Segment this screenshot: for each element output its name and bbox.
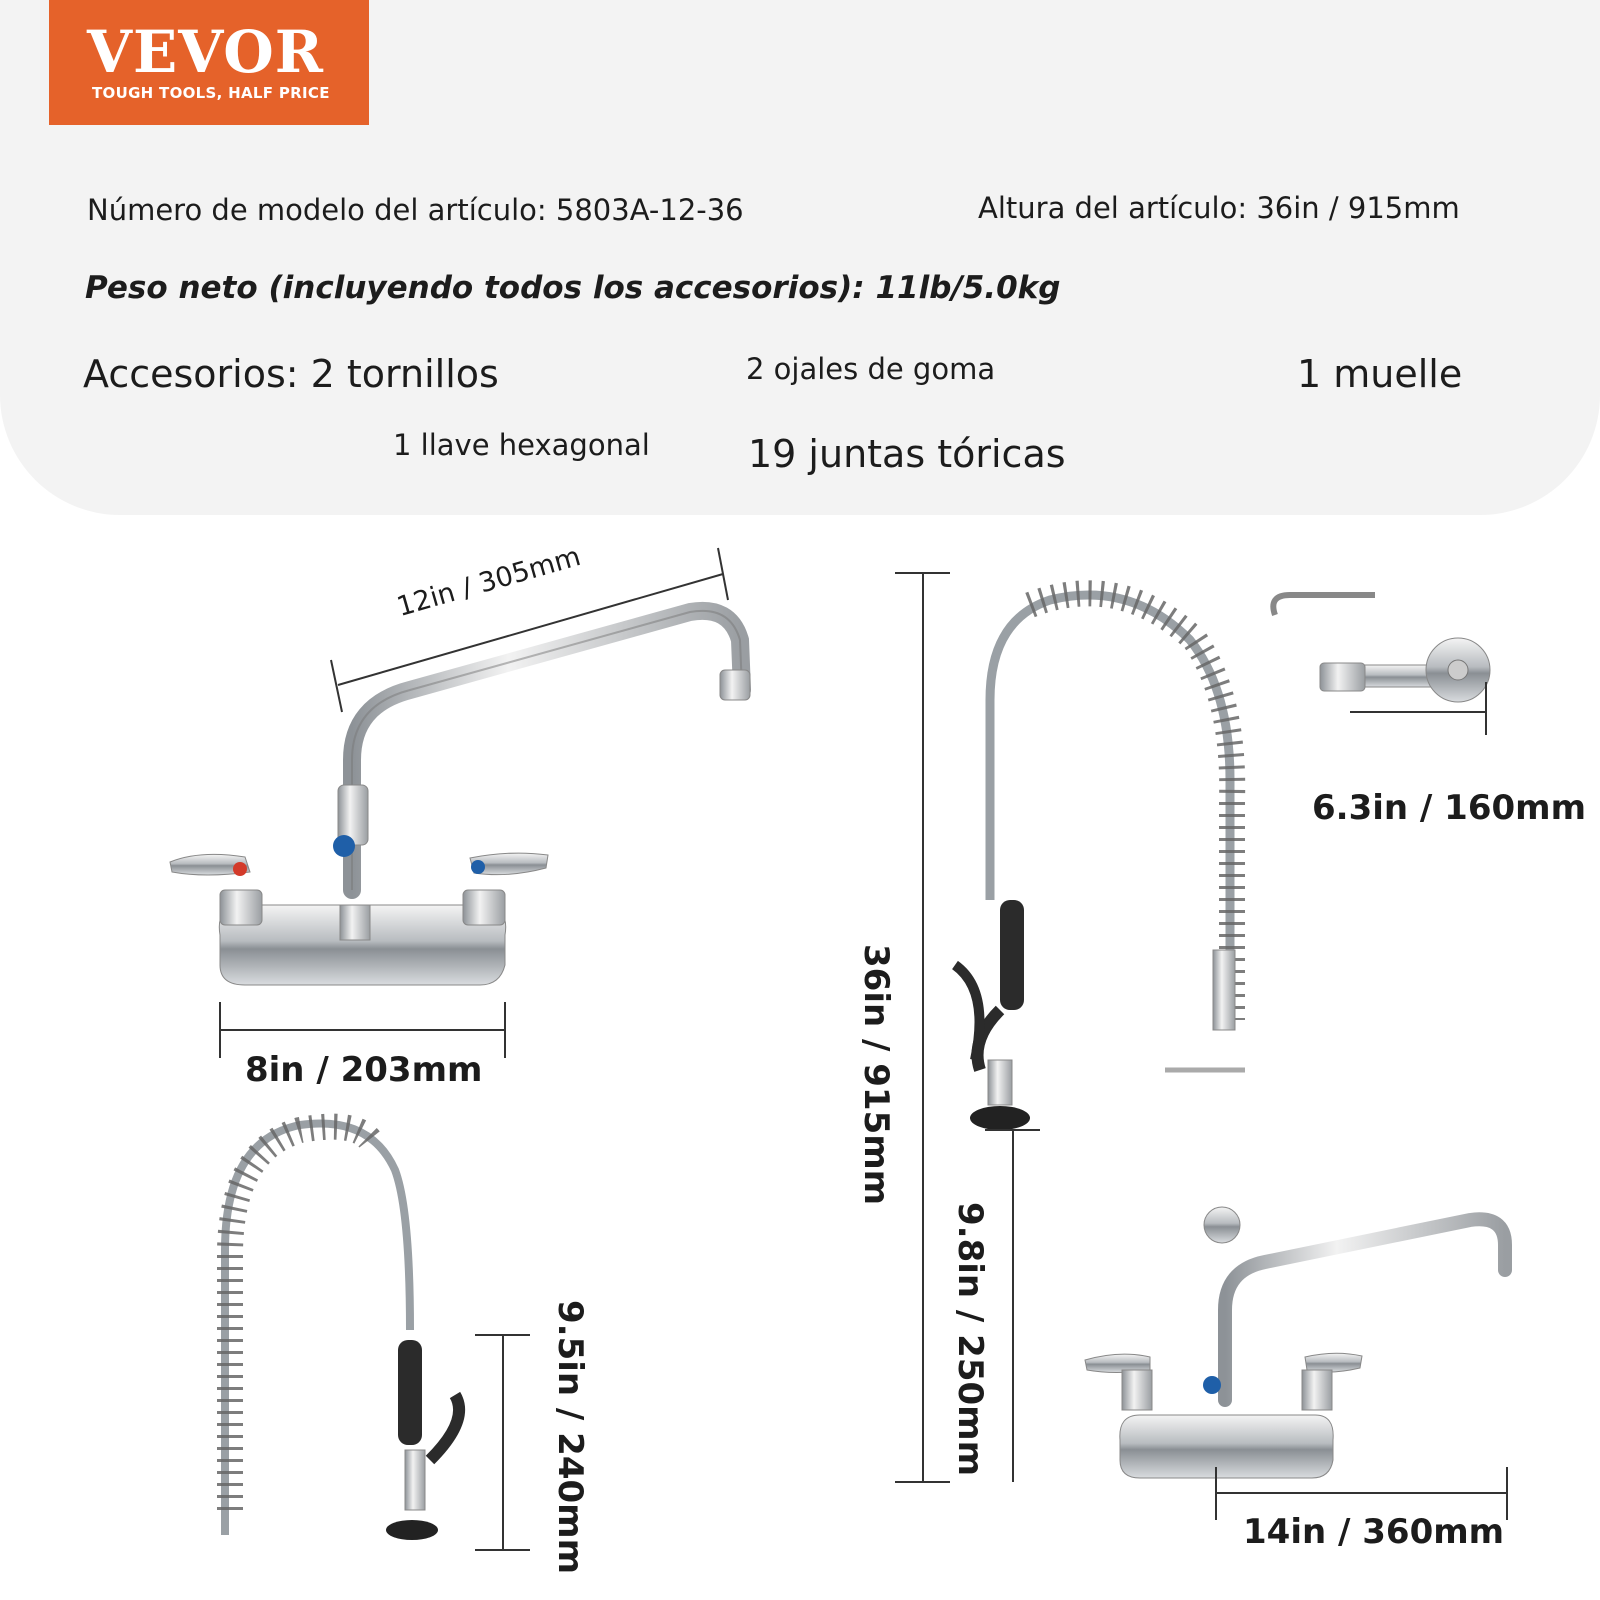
net-weight: Peso neto (incluyendo todos los accesorios): 11lb/5.0kg (85, 270, 1061, 306)
brand-tagline: TOUGH TOOLS, HALF PRICE (92, 84, 330, 102)
accessory-screws: Accesorios: 2 tornillos (83, 352, 499, 396)
faucet-icon (170, 611, 750, 985)
dim-faucet-center: 8in / 203mm (245, 1050, 483, 1090)
dim-width: 14in / 360mm (1243, 1512, 1505, 1552)
dim-bracket: 6.3in / 160mm (1312, 788, 1587, 828)
wall-bracket-icon (1273, 568, 1490, 775)
brand-name: VEVOR (87, 18, 324, 86)
model-number: Número de modelo del artículo: 5803A-12-36 (87, 193, 744, 227)
dim-spout-length: 12in / 305mm (393, 541, 585, 623)
dim-total-height: 36in / 915mm (856, 944, 896, 1206)
accessory-spring: 1 muelle (1297, 352, 1463, 396)
accessory-hex-key: 1 llave hexagonal (393, 428, 650, 462)
spring-hose-icon (225, 1123, 459, 1540)
accessory-grommets: 2 ojales de goma (746, 352, 996, 386)
pre-rinse-faucet-icon (955, 593, 1505, 1478)
item-height: Altura del artículo: 36in / 915mm (978, 191, 1460, 225)
dim-spray-height: 9.8in / 250mm (950, 1202, 990, 1477)
accessory-orings: 19 juntas tóricas (748, 432, 1066, 476)
dim-sprayer-length: 9.5in / 240mm (550, 1300, 590, 1575)
